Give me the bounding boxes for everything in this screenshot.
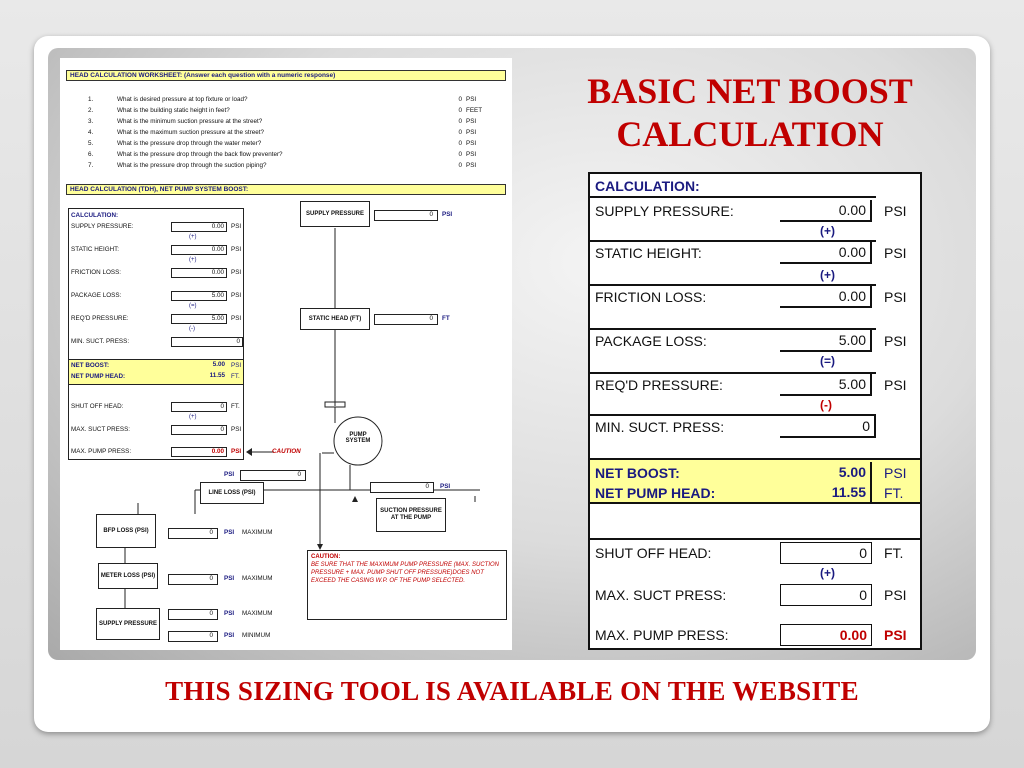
op-equals: (=) xyxy=(820,354,835,368)
reqd-pressure-row: REQ'D PRESSURE: 5.00 PSI xyxy=(590,374,920,396)
suction-pressure-box: SUCTION PRESSURE AT THE PUMP xyxy=(376,498,446,532)
big-calc-table xyxy=(588,172,922,650)
supply-pressure-box-2: SUPPLY PRESSURE xyxy=(96,608,160,640)
op-plus-3: (+) xyxy=(820,566,835,580)
slide-title: BASIC NET BOOST CALCULATION xyxy=(587,71,913,155)
question-row: 5. What is the pressure drop through the water meter? 0 PSI xyxy=(88,140,477,147)
supply2-max-note: MAXIMUM xyxy=(242,610,273,617)
line-loss-box: LINE LOSS (PSI) xyxy=(200,482,264,504)
question-row: 6. What is the pressure drop through the back flow preventer? 0 PSI xyxy=(88,151,477,158)
worksheet-header: HEAD CALCULATION WORKSHEET: (Answer each question with a numeric response) xyxy=(66,70,506,81)
shut-off-head-row: SHUT OFF HEAD: 0 FT. xyxy=(590,542,920,564)
meter-loss-box: METER LOSS (PSI) xyxy=(98,563,158,589)
op-minus: (-) xyxy=(820,398,832,412)
meter-value: 0 xyxy=(168,574,218,585)
net-boost-row: NET BOOST: 5.00 PSI xyxy=(590,462,920,484)
supply2-min-value: 0 xyxy=(168,631,218,642)
bfp-unit: PSI xyxy=(224,529,235,536)
supply-pressure-value: 0 xyxy=(374,210,438,221)
supply-pressure-box: SUPPLY PRESSURE xyxy=(300,201,370,227)
friction-loss-row: FRICTION LOSS: 0.00 PSI xyxy=(590,286,920,308)
package-loss-row: PACKAGE LOSS: 5.00 PSI xyxy=(590,330,920,352)
caution-arrow-label: CAUTION xyxy=(272,448,301,455)
question-row: 2. What is the building static height in feet? 0 FEET xyxy=(88,107,483,114)
bfp-note: MAXIMUM xyxy=(242,529,273,536)
static-head-value: 0 xyxy=(374,314,438,325)
bfp-value: 0 xyxy=(168,528,218,539)
question-row: 1. What is desired pressure at top fixture or load? 0 PSI xyxy=(88,96,477,103)
max-suct-row: MAX. SUCT PRESS: 0 PSI xyxy=(590,584,920,606)
op-plus-2: (+) xyxy=(820,268,835,282)
bfp-loss-box: BFP LOSS (PSI) xyxy=(96,514,156,548)
calc-title: CALCULATION: xyxy=(595,178,700,194)
line-loss-unit: PSI xyxy=(224,471,235,478)
max-pump-row: MAX. PUMP PRESS: 0.00 PSI xyxy=(590,624,920,646)
supply2-max-value: 0 xyxy=(168,609,218,620)
tdh-header: HEAD CALCULATION (TDH), NET PUMP SYSTEM BOOST: xyxy=(66,184,506,195)
suction-unit: PSI xyxy=(440,483,451,490)
min-suct-row: MIN. SUCT. PRESS: 0 xyxy=(590,416,920,438)
static-height-row: STATIC HEIGHT: 0.00 PSI xyxy=(590,242,920,264)
op-plus-1: (+) xyxy=(820,224,835,238)
static-head-box: STATIC HEAD (FT) xyxy=(300,308,370,330)
worksheet-image xyxy=(60,58,512,650)
question-row: 7. What is the pressure drop through the suction piping? 0 PSI xyxy=(88,162,477,169)
supply2-min-unit: PSI xyxy=(224,632,235,639)
meter-unit: PSI xyxy=(224,575,235,582)
pump-system-label: PUMP SYSTEM xyxy=(345,432,371,444)
supply-pressure-row: SUPPLY PRESSURE: 0.00 PSI xyxy=(590,200,920,222)
suction-value: 0 xyxy=(370,482,434,493)
slide-footer: THIS SIZING TOOL IS AVAILABLE ON THE WEBSITE xyxy=(165,676,859,706)
question-row: 3. What is the minimum suction pressure at the street? 0 PSI xyxy=(88,118,477,125)
supply2-max-unit: PSI xyxy=(224,610,235,617)
question-row: 4. What is the maximum suction pressure at the street? 0 PSI xyxy=(88,129,477,136)
supply2-min-note: MINIMUM xyxy=(242,632,271,639)
caution-note: CAUTION: BE SURE THAT THE MAXIMUM PUMP PRESSURE (MAX. SUCTION PRESSURE + MAX. PUMP SHUT OFF PRESSURE)DOES NOT EXCEED THE CASING W.P. OF THE PUMP SELECTED. xyxy=(307,550,507,620)
line-loss-value: 0 xyxy=(240,470,306,481)
meter-note: MAXIMUM xyxy=(242,575,273,582)
net-pump-head-row: NET PUMP HEAD: 11.55 FT. xyxy=(590,482,920,504)
static-head-unit: FT xyxy=(442,315,450,322)
supply-pressure-unit: PSI xyxy=(442,211,453,218)
small-calc-table: CALCULATION: SUPPLY PRESSURE: 0.00 PSI (+) STATIC HEIGHT: 0.00 PSI (+) FRICTION LOSS: 0.00 PSI PACKAGE LOSS: 5.00 PSI (=) REQ'D PRESSURE: 5.00 PSI (-) MIN. SUCT. PRESS: 0 NET BOOST: 5.00 PSI NET PUMP HEAD: 11.55 FT. SHUT OFF HEAD: 0 FT. (+) MAX. SUCT PRESS: 0 PSI MAX. PUMP PRESS: 0.00 PSI xyxy=(68,208,244,460)
